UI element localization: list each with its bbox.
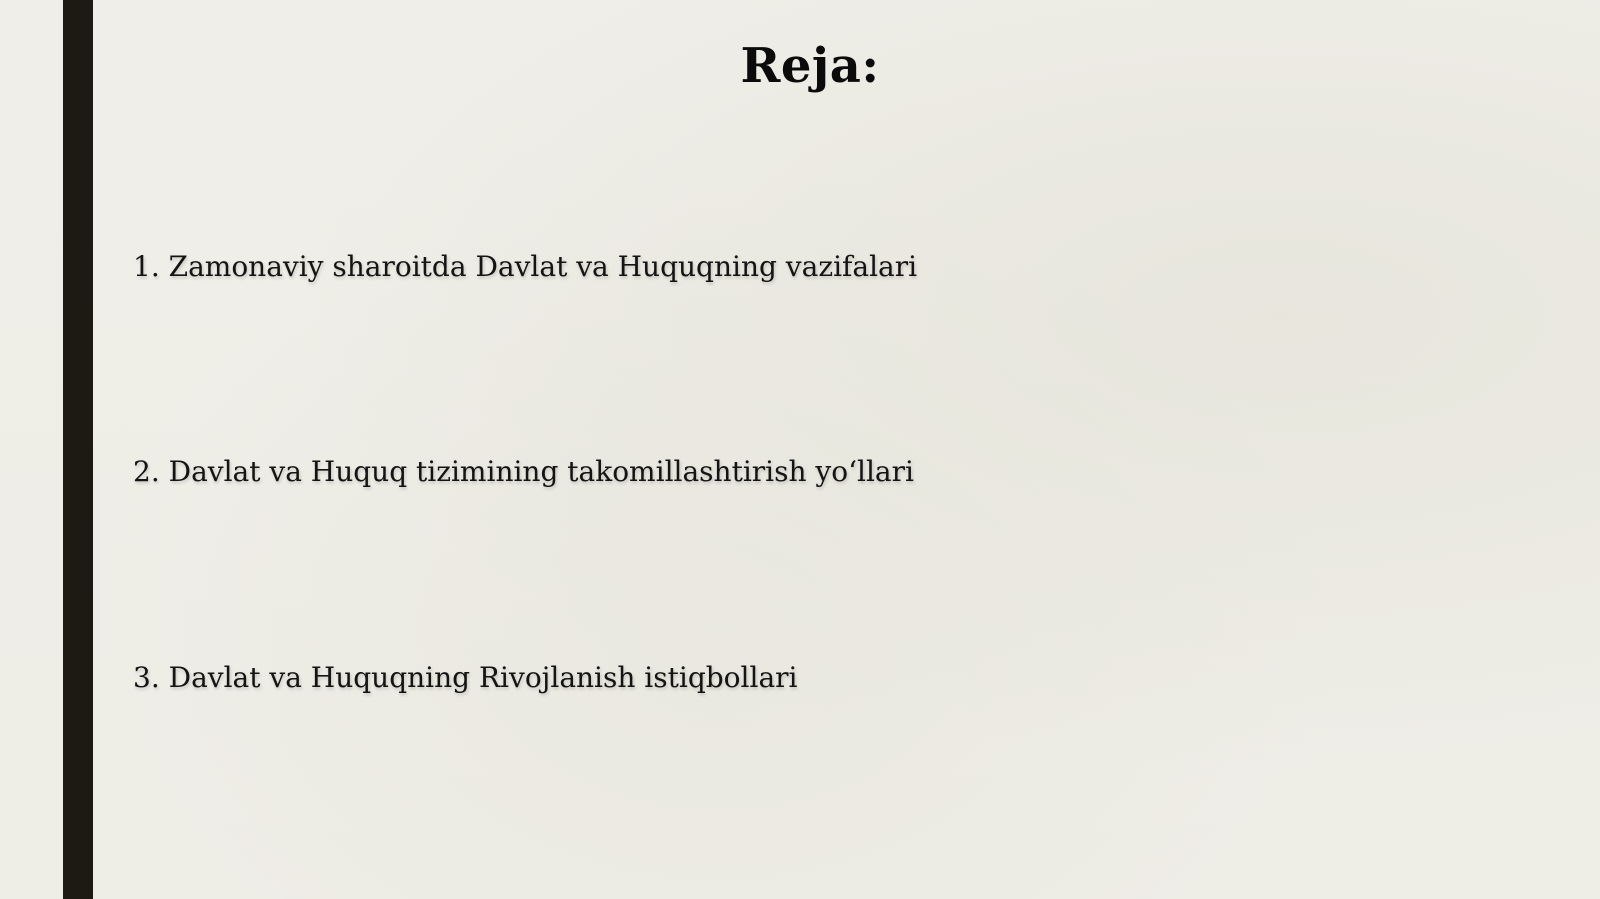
plan-item-1: 1. Zamonaviy sharoitda Davlat va Huquqning vazifalari [133, 250, 918, 283]
plan-item-3: 3. Davlat va Huquqning Rivojlanish istiqbollari [133, 661, 798, 694]
accent-bar [63, 0, 93, 899]
slide-title: Reja: [740, 38, 880, 94]
plan-item-2: 2. Davlat va Huquq tizimining takomillashtirish yo‘llari [133, 455, 914, 488]
